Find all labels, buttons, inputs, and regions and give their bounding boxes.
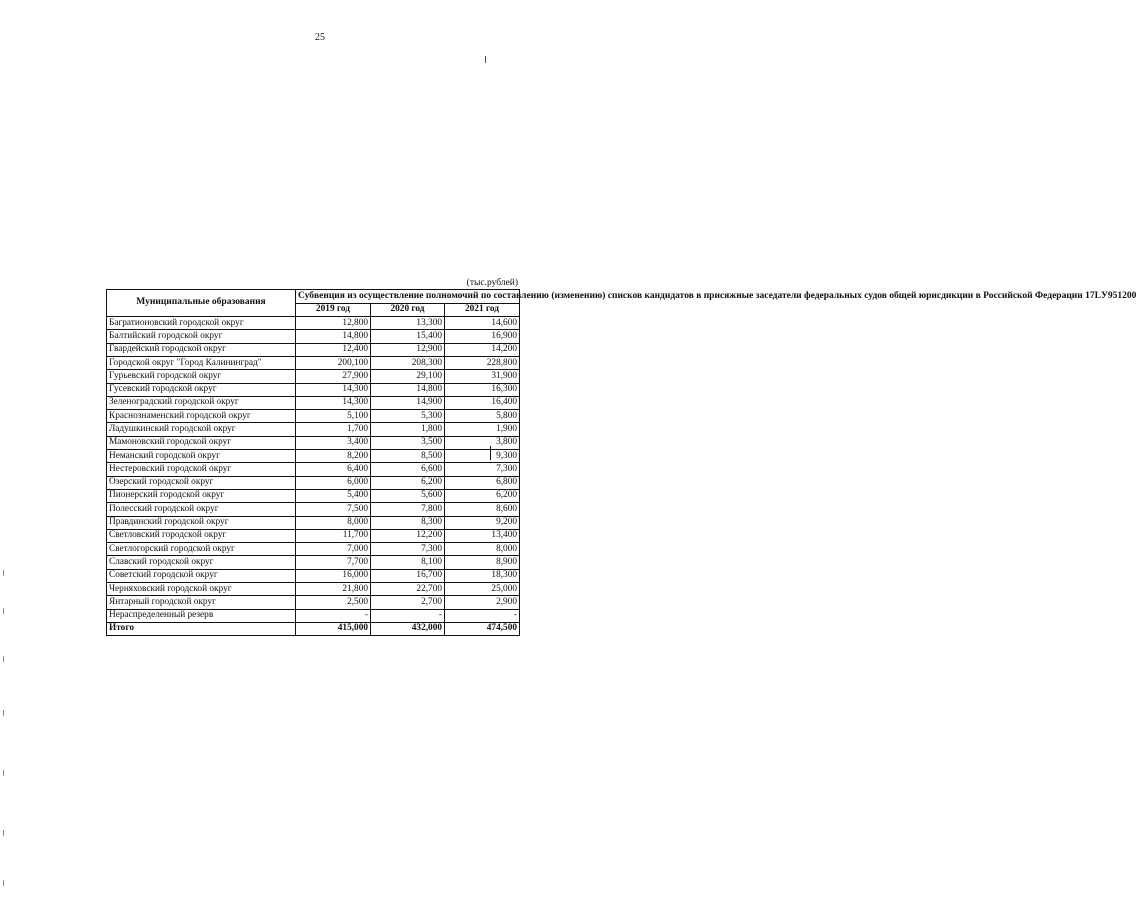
year-2020-header: 2020 год [371,303,445,316]
value-2021-cell: 5,800 [445,410,520,423]
value-2020-cell: 3,500 [371,436,445,449]
municipality-name-cell: Итого [107,622,296,635]
value-2019-cell: - [296,609,371,622]
value-2020-cell: 6,600 [371,463,445,476]
table-row [107,463,520,476]
table-row [107,569,520,582]
municipality-name-cell: Городской округ "Город Калининград" [107,357,296,370]
table-row [107,543,520,556]
value-2019-cell: 6,000 [296,476,371,489]
value-2020-cell: 432,000 [371,622,445,635]
value-2019-cell: 12,400 [296,343,371,356]
value-2021-cell: 31,900 [445,370,520,383]
value-2021-cell: 16,900 [445,330,520,343]
value-2020-cell: 15,400 [371,330,445,343]
value-2020-cell: 8,500 [371,450,445,463]
value-2021-cell: 228,800 [445,357,520,370]
value-2019-cell: 1,700 [296,423,371,436]
municipalities-header: Муниципальные образования [107,290,296,317]
table-row [107,436,520,449]
value-2019-cell: 7,700 [296,556,371,569]
value-2021-cell: 9,300 [445,450,520,463]
scan-artifact-mark [485,56,486,63]
table-row [107,583,520,596]
value-2019-cell: 14,800 [296,330,371,343]
municipality-name-cell: Черняховский городской округ [107,583,296,596]
table-row [107,317,520,330]
value-2021-cell: 18,300 [445,569,520,582]
municipality-name-cell: Озерский городской округ [107,476,296,489]
value-2020-cell: 22,700 [371,583,445,596]
table-row [107,489,520,502]
table-row [107,596,520,609]
table-row [107,410,520,423]
municipality-name-cell: Советский городской округ [107,569,296,582]
value-2020-cell: 14,800 [371,383,445,396]
value-2021-cell: 14,600 [445,317,520,330]
municipality-name-cell: Мамоновский городской округ [107,436,296,449]
value-2019-cell: 7,000 [296,543,371,556]
value-2020-cell: 12,900 [371,343,445,356]
value-2020-cell: 7,300 [371,543,445,556]
value-2019-cell: 21,800 [296,583,371,596]
subvention-header-text: Субвенция из осуществление полномочий по составлению (изменению) списков кандидатов в присяжные заседатели федеральных судов общей юрисдикции в Российской Федерации 17LУ951200 [298,291,1136,301]
value-2019-cell: 2,500 [296,596,371,609]
table-row [107,516,520,529]
value-2021-cell: 6,200 [445,489,520,502]
table-row [107,343,520,356]
value-2020-cell: 6,200 [371,476,445,489]
table-row [107,476,520,489]
units-label: (тыс.рублей) [466,278,518,288]
municipality-name-cell: Зеленоградский городской округ [107,396,296,409]
value-2021-cell: 7,300 [445,463,520,476]
value-2019-cell: 11,700 [296,529,371,542]
value-2019-cell: 16,000 [296,569,371,582]
value-2021-cell: 8,600 [445,503,520,516]
value-2020-cell: 13,300 [371,317,445,330]
value-2021-cell: 13,400 [445,529,520,542]
table-row [107,450,520,463]
value-2019-cell: 14,300 [296,396,371,409]
value-2021-cell: 9,200 [445,516,520,529]
municipality-name-cell: Нераспределенный резерв [107,609,296,622]
value-2021-cell: - [445,609,520,622]
municipality-name-cell: Светловский городской округ [107,529,296,542]
municipality-name-cell: Ладушкинский городской округ [107,423,296,436]
value-2019-cell: 8,000 [296,516,371,529]
value-2019-cell: 27,900 [296,370,371,383]
value-2020-cell: 5,600 [371,489,445,502]
value-2021-cell: 2,900 [445,596,520,609]
value-2021-cell: 8,900 [445,556,520,569]
value-2020-cell: 14,900 [371,396,445,409]
value-2021-cell: 16,400 [445,396,520,409]
value-2020-cell: 29,100 [371,370,445,383]
subvention-table [106,289,1136,636]
municipality-name-cell: Гурьевский городской округ [107,370,296,383]
value-2019-cell: 415,000 [296,622,371,635]
value-2019-cell: 3,400 [296,436,371,449]
total-row [107,622,520,635]
value-2020-cell: 208,300 [371,357,445,370]
municipality-name-cell: Светлогорский городской округ [107,543,296,556]
municipality-name-cell: Пионерский городской округ [107,489,296,502]
municipality-name-cell: Гвардейский городской округ [107,343,296,356]
municipality-name-cell: Правдинский городской округ [107,516,296,529]
value-2020-cell: 5,300 [371,410,445,423]
municipality-name-cell: Славский городской округ [107,556,296,569]
value-2019-cell: 12,800 [296,317,371,330]
value-2021-cell: 16,300 [445,383,520,396]
subvention-header [296,290,1136,304]
value-2020-cell: 7,800 [371,503,445,516]
table-row [107,529,520,542]
value-2021-cell: 14,200 [445,343,520,356]
table-row [107,330,520,343]
value-2021-cell: 1,900 [445,423,520,436]
table-row [107,396,520,409]
municipality-name-cell: Гусевский городской округ [107,383,296,396]
value-2020-cell: 12,200 [371,529,445,542]
table-row [107,357,520,370]
municipality-name-cell: Янтарный городской округ [107,596,296,609]
table-header-row [107,290,520,304]
value-2020-cell: 1,800 [371,423,445,436]
table-row [107,609,520,622]
value-2021-cell: 474,500 [445,622,520,635]
value-2020-cell: - [371,609,445,622]
value-2021-cell: 6,800 [445,476,520,489]
municipality-name-cell: Краснознаменский городской округ [107,410,296,423]
municipality-name-cell: Неманский городской округ [107,450,296,463]
table-row [107,423,520,436]
table-body [107,317,520,636]
pen-mark [490,446,491,460]
page-number: 25 [315,32,325,43]
value-2019-cell: 14,300 [296,383,371,396]
value-2019-cell: 5,400 [296,489,371,502]
table-row [107,370,520,383]
municipality-name-cell: Балтийский городской округ [107,330,296,343]
value-2019-cell: 6,400 [296,463,371,476]
municipality-name-cell: Нестеровский городской округ [107,463,296,476]
municipality-name-cell: Полесский городской округ [107,503,296,516]
value-2021-cell: 3,800 [445,436,520,449]
table-row [107,383,520,396]
scan-edge-dots [0,560,12,900]
municipality-name-cell: Багратионовский городской округ [107,317,296,330]
value-2020-cell: 2,700 [371,596,445,609]
value-2019-cell: 200,100 [296,357,371,370]
value-2021-cell: 25,000 [445,583,520,596]
value-2021-cell: 8,000 [445,543,520,556]
value-2019-cell: 8,200 [296,450,371,463]
table-row [107,556,520,569]
value-2019-cell: 5,100 [296,410,371,423]
value-2020-cell: 8,300 [371,516,445,529]
value-2020-cell: 16,700 [371,569,445,582]
year-2019-header: 2019 год [296,303,371,316]
year-2021-header: 2021 год [445,303,520,316]
table-row [107,503,520,516]
value-2019-cell: 7,500 [296,503,371,516]
value-2020-cell: 8,100 [371,556,445,569]
